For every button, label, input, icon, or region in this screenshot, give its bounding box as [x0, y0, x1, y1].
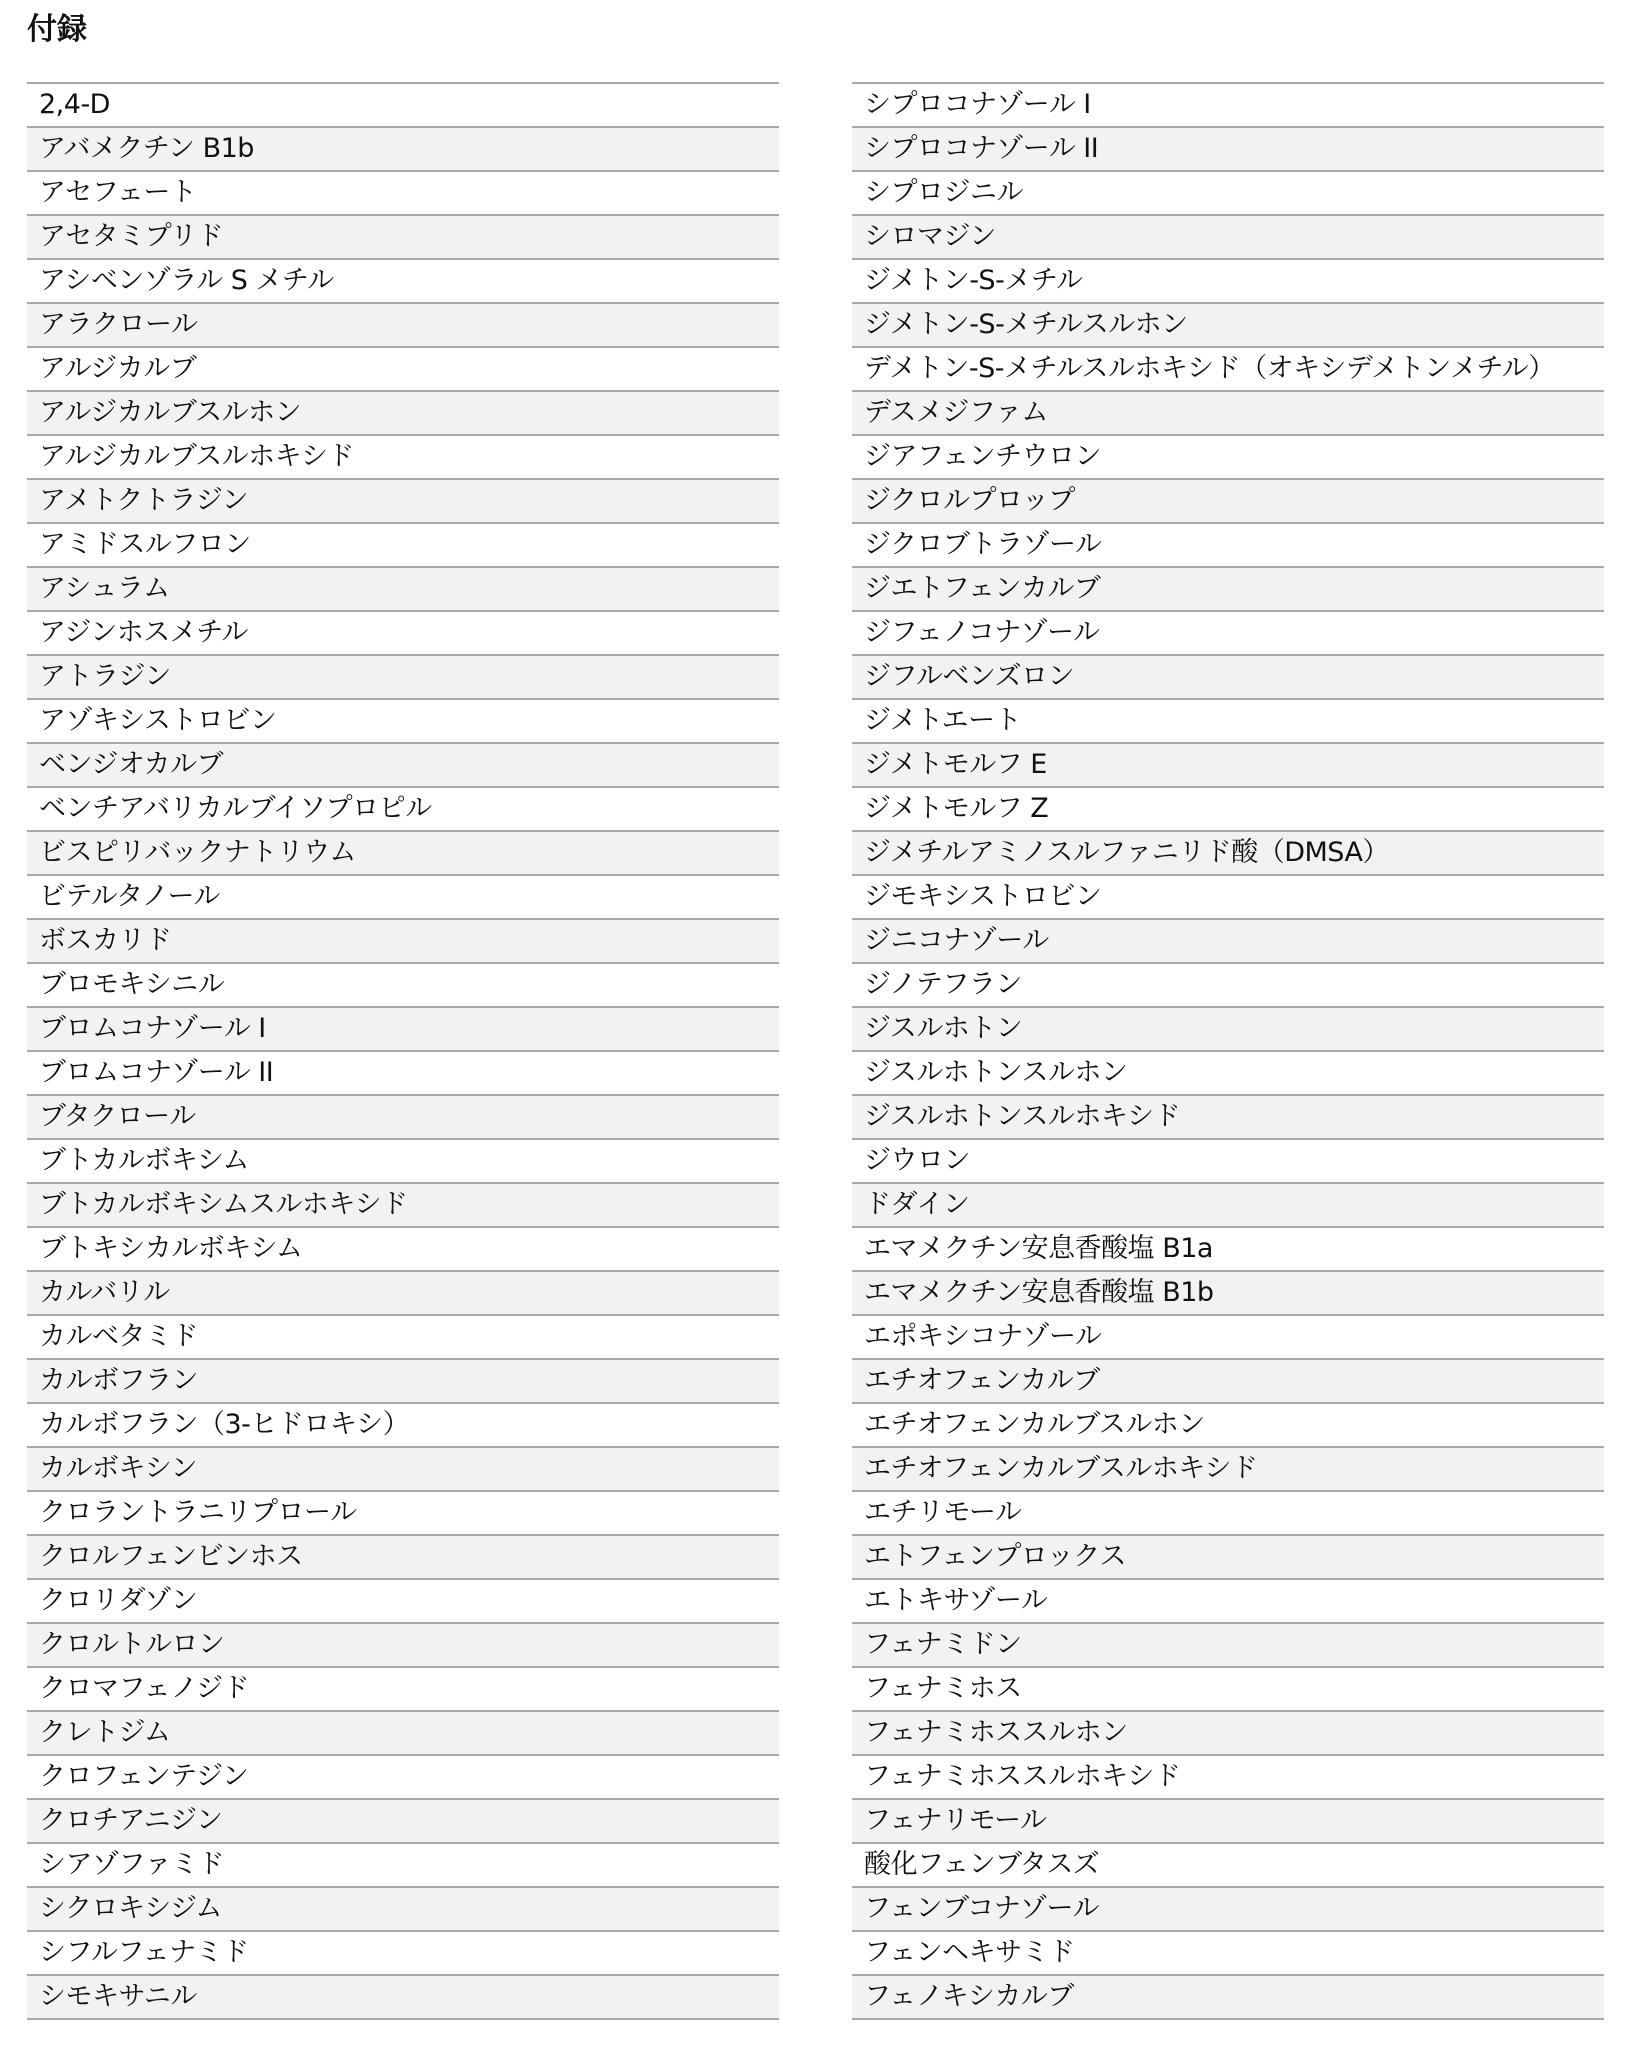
table-row [27, 1536, 779, 1580]
table-row [27, 1580, 779, 1624]
compound-name: ジモキシストロビン [864, 881, 1102, 912]
table-row [27, 1712, 779, 1756]
table-row [27, 480, 779, 524]
table-row [852, 1976, 1604, 2020]
compound-name: クロルトルロン [39, 1629, 225, 1660]
compound-name: ブトキシカルボキシム [39, 1233, 303, 1264]
table-row [852, 1052, 1604, 1096]
compound-name: ブロモキシニル [39, 969, 225, 1000]
table-row [852, 1668, 1604, 1712]
compound-name: フェノキシカルブ [864, 1981, 1074, 2012]
table-row [852, 832, 1604, 876]
compound-name: ジスルホトンスルホキシド [864, 1101, 1181, 1132]
table-row [27, 304, 779, 348]
table-row [27, 172, 779, 216]
table-row [852, 392, 1604, 436]
compound-name: ジクロブトラゾール [864, 529, 1102, 560]
compound-name: シクロキシジム [39, 1893, 222, 1924]
table-row [27, 964, 779, 1008]
table-row [27, 128, 779, 172]
table-row [852, 216, 1604, 260]
compound-name: カルボフラン（3-ヒドロキシ） [39, 1409, 410, 1440]
compound-name: ジスルホトンスルホン [864, 1057, 1128, 1088]
compound-name: ジノテフラン [864, 969, 1022, 1000]
table-row [852, 700, 1604, 744]
table-row [27, 1976, 779, 2020]
table-row [27, 1668, 779, 1712]
table-row [27, 1404, 779, 1448]
compound-name: デスメジファム [864, 397, 1048, 428]
table-row [27, 656, 779, 700]
compound-name: クロチアニジン [39, 1805, 223, 1836]
table-row [852, 260, 1604, 304]
compound-name: 2,4-D [39, 89, 110, 120]
compound-name: クロフェンテジン [39, 1761, 249, 1792]
table-row [852, 1140, 1604, 1184]
table-row [852, 1712, 1604, 1756]
compound-name: クロリダゾン [39, 1585, 198, 1616]
compound-name: ジフェノコナゾール [864, 617, 1100, 648]
compound-name: エトキサゾール [864, 1585, 1048, 1616]
table-row [27, 612, 779, 656]
table-row [27, 1800, 779, 1844]
compound-name: フェナミホス [864, 1673, 1022, 1704]
compound-name: エチオフェンカルブスルホキシド [864, 1453, 1258, 1484]
compound-list-left [27, 82, 779, 2020]
compound-name: フェナミホススルホン [864, 1717, 1128, 1748]
table-row [852, 876, 1604, 920]
compound-name: ブトカルボキシム [39, 1145, 249, 1176]
compound-name: アメトクトラジン [39, 485, 249, 516]
compound-name: アルジカルブスルホン [39, 397, 302, 428]
table-row [852, 656, 1604, 700]
table-row [27, 1932, 779, 1976]
compound-name: エマメクチン安息香酸塩 B1a [864, 1233, 1213, 1264]
compound-name: エマメクチン安息香酸塩 B1b [864, 1277, 1214, 1308]
compound-name: エポキシコナゾール [864, 1321, 1102, 1352]
table-row [27, 1228, 779, 1272]
table-row [852, 612, 1604, 656]
compound-name: ジメトン-S-メチル [864, 265, 1083, 296]
table-row [852, 436, 1604, 480]
table-row [852, 568, 1604, 612]
compound-name: シフルフェナミド [39, 1937, 249, 1968]
table-row [852, 1404, 1604, 1448]
compound-name: クロラントラニリプロール [39, 1497, 357, 1528]
compound-name: ジアフェンチウロン [864, 441, 1102, 472]
compound-name: ジメトモルフ Z [864, 793, 1049, 824]
table-row [27, 84, 779, 128]
table-row [852, 348, 1604, 392]
table-row [27, 260, 779, 304]
table-row [852, 1316, 1604, 1360]
compound-name: 酸化フェンブタスズ [864, 1849, 1100, 1880]
table-row [852, 1492, 1604, 1536]
compound-name: カルボキシン [39, 1453, 198, 1484]
table-row [852, 84, 1604, 128]
compound-name: カルバリル [39, 1277, 170, 1308]
compound-name: エチリモール [864, 1497, 1022, 1528]
table-row [27, 524, 779, 568]
table-row [852, 524, 1604, 568]
table-row [27, 392, 779, 436]
compound-name: エチオフェンカルブ [864, 1365, 1100, 1396]
table-row [852, 1932, 1604, 1976]
compound-name: クロルフェンビンホス [39, 1541, 303, 1572]
compound-name: ドダイン [864, 1189, 970, 1220]
table-row [852, 1184, 1604, 1228]
table-row [27, 1052, 779, 1096]
compound-name: アミドスルフロン [39, 529, 251, 560]
table-row [852, 1888, 1604, 1932]
table-row [852, 1096, 1604, 1140]
compound-name: ジメチルアミノスルファニリド酸（DMSA） [864, 837, 1389, 868]
table-row [27, 1360, 779, 1404]
table-row [27, 1008, 779, 1052]
compound-name: クロマフェノジド [39, 1673, 250, 1704]
table-row [852, 744, 1604, 788]
compound-name: ジメトエート [864, 705, 1022, 736]
compound-name: ジウロン [864, 1145, 970, 1176]
table-row [27, 920, 779, 964]
compound-name: アシベンゾラル S メチル [39, 265, 334, 296]
table-row [852, 1756, 1604, 1800]
compound-name: ブタクロール [39, 1101, 196, 1132]
compound-name: アジンホスメチル [39, 617, 248, 648]
table-row [852, 1800, 1604, 1844]
table-row [27, 832, 779, 876]
compound-name: シプロコナゾール I [864, 89, 1091, 120]
table-row [27, 1184, 779, 1228]
table-row [27, 700, 779, 744]
table-row [852, 1272, 1604, 1316]
table-row [27, 1624, 779, 1668]
compound-name: アトラジン [39, 661, 171, 692]
compound-name: ボスカリド [39, 925, 172, 956]
table-row [27, 1140, 779, 1184]
table-row [852, 1624, 1604, 1668]
table-row [852, 1228, 1604, 1272]
table-row [27, 1316, 779, 1360]
table-row [27, 1844, 779, 1888]
table-row [852, 788, 1604, 832]
table-row [852, 172, 1604, 216]
compound-name: アシュラム [39, 573, 170, 604]
compound-name: アゾキシストロビン [39, 705, 277, 736]
table-row [27, 348, 779, 392]
compound-name: ジメトモルフ E [864, 749, 1047, 780]
table-row [852, 1844, 1604, 1888]
table-row [852, 1580, 1604, 1624]
compound-name: フェナミドン [864, 1629, 1022, 1660]
compound-name: アラクロール [39, 309, 198, 340]
table-row [852, 1448, 1604, 1492]
compound-name: シアゾファミド [39, 1849, 224, 1880]
compound-name: エチオフェンカルブスルホン [864, 1409, 1205, 1440]
compound-name: デメトン-S-メチルスルホキシド（オキシデメトンメチル） [864, 353, 1555, 384]
compound-name: ビスピリバックナトリウム [39, 837, 356, 868]
table-row [27, 1448, 779, 1492]
compound-name: ビテルタノール [39, 881, 220, 912]
table-row [27, 744, 779, 788]
compound-name: ジニコナゾール [864, 925, 1049, 956]
table-row [27, 568, 779, 612]
compound-name: クレトジム [39, 1717, 171, 1748]
table-row [852, 128, 1604, 172]
compound-name: カルボフラン [39, 1365, 198, 1396]
compound-name: アバメクチン B1b [39, 133, 254, 164]
compound-name: シモキサニル [39, 1981, 197, 2012]
compound-name: フェンブコナゾール [864, 1893, 1099, 1924]
compound-name: ジスルホトン [864, 1013, 1023, 1044]
table-row [27, 876, 779, 920]
compound-name: シプロジニル [864, 177, 1023, 208]
compound-name: ジエトフェンカルブ [864, 573, 1101, 604]
compound-name: フェナリモール [864, 1805, 1047, 1836]
table-row [27, 1096, 779, 1140]
table-row [27, 216, 779, 260]
compound-name: シロマジン [864, 221, 996, 252]
table-row [852, 304, 1604, 348]
page-title: 付録 [27, 12, 87, 47]
compound-name: ブロムコナゾール I [39, 1013, 266, 1044]
compound-name: フェンヘキサミド [864, 1937, 1075, 1968]
table-row [852, 920, 1604, 964]
table-row [27, 1888, 779, 1932]
compound-name: ジクロルプロップ [864, 485, 1075, 516]
compound-name: ベンチアバリカルブイソプロピル [39, 793, 432, 824]
compound-name: カルベタミド [39, 1321, 198, 1352]
table-row [852, 964, 1604, 1008]
compound-name: ジメトン-S-メチルスルホン [864, 309, 1188, 340]
table-row [27, 1756, 779, 1800]
table-row [852, 1008, 1604, 1052]
table-row [852, 1360, 1604, 1404]
table-row [27, 788, 779, 832]
table-row [27, 436, 779, 480]
compound-name: アルジカルブ [39, 353, 197, 384]
table-row [852, 1536, 1604, 1580]
compound-name: ブロムコナゾール II [39, 1057, 274, 1088]
compound-name: ブトカルボキシムスルホキシド [39, 1189, 408, 1220]
compound-name: エトフェンプロックス [864, 1541, 1127, 1572]
table-row [852, 480, 1604, 524]
compound-name: アセフェート [39, 177, 197, 208]
compound-name: シプロコナゾール II [864, 133, 1099, 164]
compound-name: アセタミプリド [39, 221, 224, 252]
compound-name: フェナミホススルホキシド [864, 1761, 1181, 1792]
compound-name: アルジカルブスルホキシド [39, 441, 354, 472]
compound-list-right [852, 82, 1604, 2020]
compound-name: ジフルベンズロン [864, 661, 1075, 692]
table-row [27, 1492, 779, 1536]
compound-name: ベンジオカルブ [39, 749, 224, 780]
table-row [27, 1272, 779, 1316]
